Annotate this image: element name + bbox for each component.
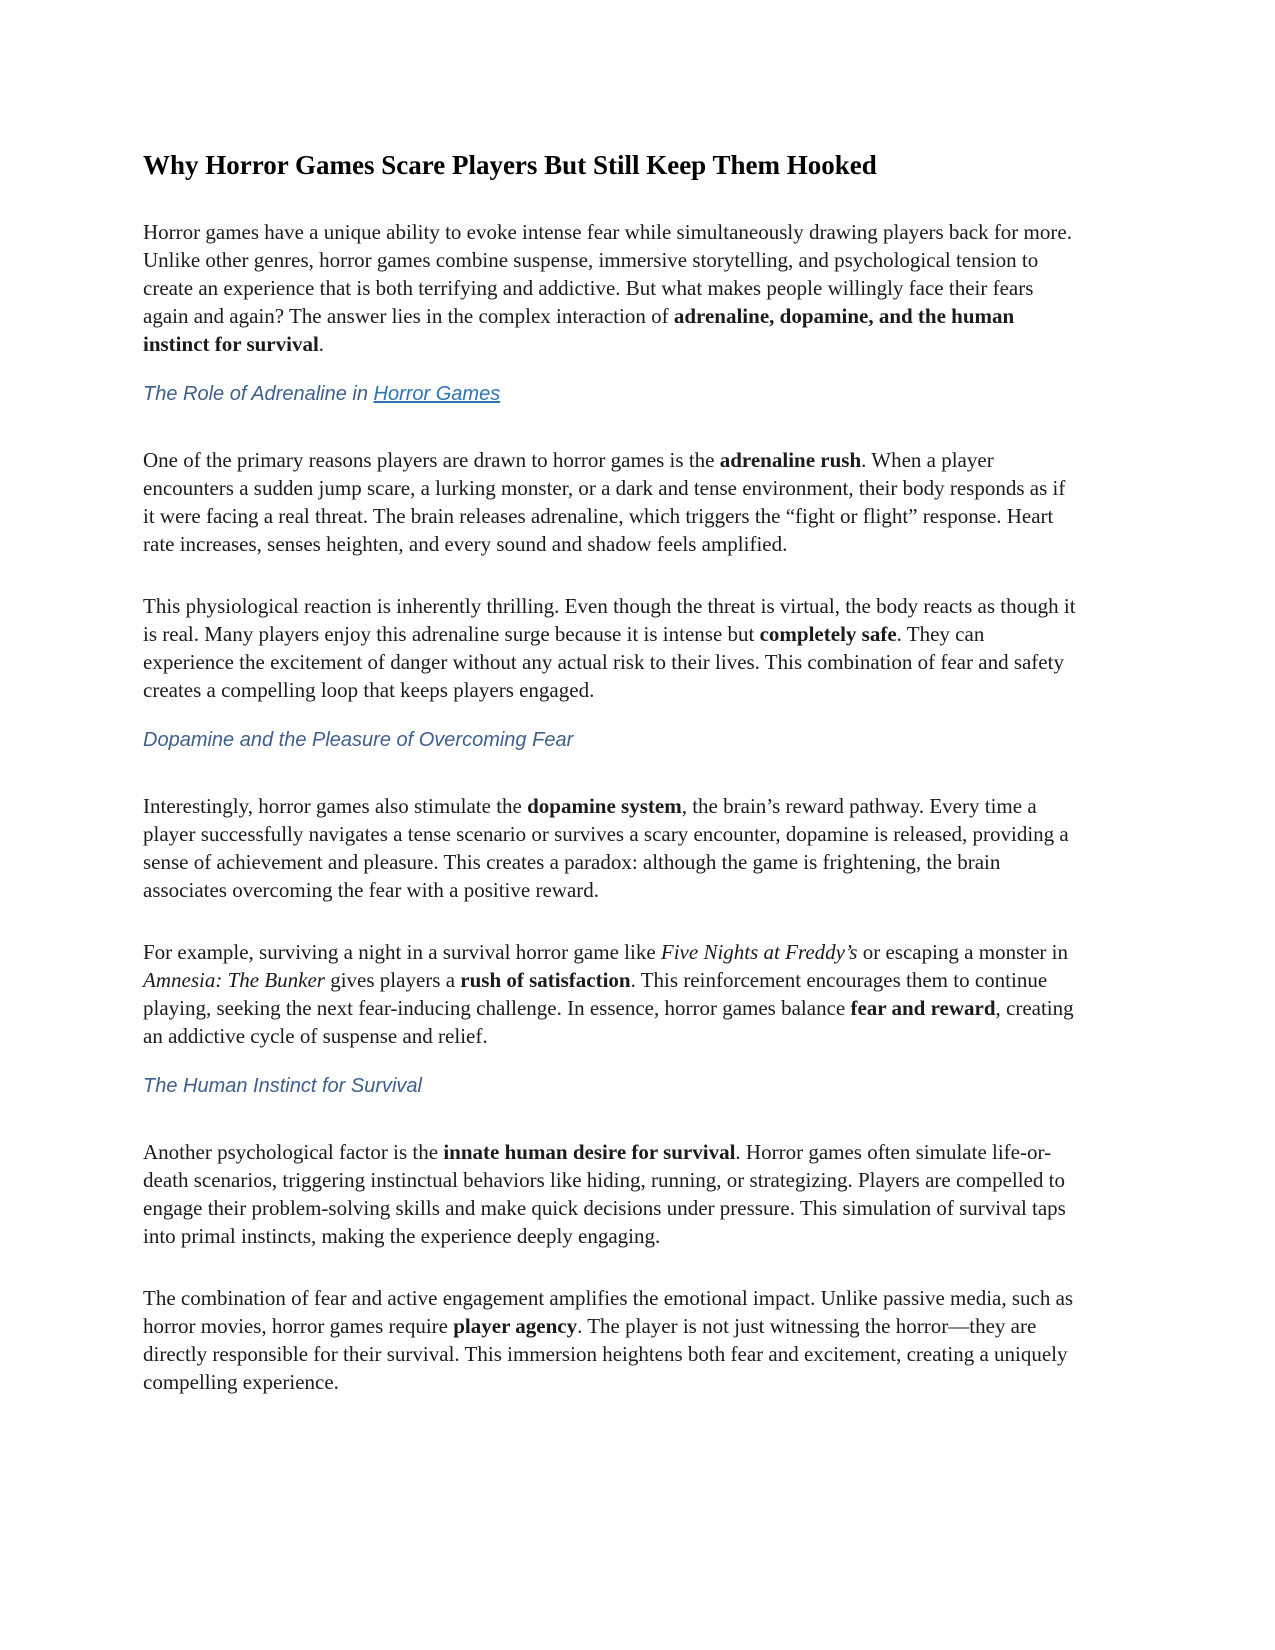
text-run: The Role of Adrenaline in bbox=[143, 383, 374, 405]
text-run: adrenaline, dopamine, and the human instinct for survival bbox=[143, 304, 1015, 356]
text-run: rush of satisfaction bbox=[460, 968, 631, 992]
document-body bbox=[143, 218, 1078, 1396]
text-run: Dopamine and the Pleasure of Overcoming Fear bbox=[143, 729, 574, 751]
text-run: gives players a bbox=[324, 968, 461, 992]
section-heading bbox=[143, 1072, 1078, 1100]
text-run: innate human desire for survival bbox=[443, 1140, 736, 1164]
text-run: . Horror games often simulate life-or-death scenarios, triggering instinctual behaviors like hiding, running, or strategizing. Players are compelled to engage their problem-solving skills and make quick decisions under pressure. This simulation of survival taps into primal instincts, making the experience deeply engaging. bbox=[143, 1140, 1066, 1248]
text-run: player agency bbox=[453, 1314, 578, 1338]
text-run: or escaping a monster in bbox=[857, 940, 1068, 964]
body-paragraph bbox=[143, 446, 1078, 558]
text-run: . This reinforcement encourages them to continue playing, seeking the next fear-inducing challenge. In essence, horror games balance bbox=[143, 968, 1048, 1020]
text-run: . The player is not just witnessing the horror—they are directly responsible for their survival. This immersion heightens both fear and excitement, creating a uniquely compelling experience. bbox=[143, 1314, 1068, 1394]
text-run: Horror games have a unique ability to evoke intense fear while simultaneously drawing players back for more. Unlike other genres, horror games combine suspense, immersive storytelling, and psychological tension to create an experience that is both terrifying and addictive. But what makes people willingly face their fears again and again? The answer lies in the complex interaction of bbox=[143, 220, 1072, 328]
body-paragraph bbox=[143, 592, 1078, 704]
text-run: , the brain’s reward pathway. Every time a player successfully navigates a tense scenario or survives a scary encounter, dopamine is released, providing a sense of achievement and pleasure. This creates a paradox: although the game is frightening, the brain associates overcoming the fear with a positive reward. bbox=[143, 794, 1069, 902]
text-run: Another psychological factor is the bbox=[143, 1140, 444, 1164]
text-run: dopamine system bbox=[527, 794, 682, 818]
body-paragraph bbox=[143, 938, 1078, 1050]
hyperlink[interactable]: Horror Games bbox=[373, 383, 501, 405]
text-run: . They can experience the excitement of danger without any actual risk to their lives. This combination of fear and safety creates a compelling loop that keeps players engaged. bbox=[143, 622, 1064, 702]
document-title: Why Horror Games Scare Players But Still Keep Them Hooked bbox=[143, 150, 877, 180]
text-run: The Human Instinct for Survival bbox=[143, 1075, 422, 1097]
body-paragraph bbox=[143, 1284, 1078, 1396]
text-run: The combination of fear and active engagement amplifies the emotional impact. Unlike passive media, such as horror movies, horror games require bbox=[143, 1286, 1074, 1338]
text-run: . bbox=[318, 332, 325, 356]
body-paragraph bbox=[143, 218, 1078, 358]
text-run: One of the primary reasons players are drawn to horror games is the bbox=[143, 448, 720, 472]
text-run: For example, surviving a night in a survival horror game like bbox=[143, 940, 661, 964]
body-paragraph bbox=[143, 1138, 1078, 1250]
section-heading bbox=[143, 380, 1078, 408]
text-run: This physiological reaction is inherently thrilling. Even though the threat is virtual, the body reacts as though it is real. Many players enjoy this adrenaline surge because it is intense but bbox=[143, 594, 1076, 646]
text-run: Interestingly, horror games also stimulate the bbox=[143, 794, 528, 818]
text-run: , creating an addictive cycle of suspense and relief. bbox=[143, 996, 1074, 1048]
text-run: Five Nights at Freddy’s bbox=[660, 940, 858, 964]
text-run: Amnesia: The Bunker bbox=[143, 968, 325, 992]
text-run: . When a player encounters a sudden jump scare, a lurking monster, or a dark and tense environment, their body responds as if it were facing a real threat. The brain releases adrenaline, which triggers the “fight or flight” response. Heart rate increases, senses heighten, and every sound and shadow feels amplified. bbox=[143, 448, 1066, 556]
body-paragraph bbox=[143, 792, 1078, 904]
text-run: completely safe bbox=[759, 622, 897, 646]
section-heading bbox=[143, 726, 1078, 754]
text-run: adrenaline rush bbox=[719, 448, 862, 472]
text-run: fear and reward bbox=[850, 996, 996, 1020]
